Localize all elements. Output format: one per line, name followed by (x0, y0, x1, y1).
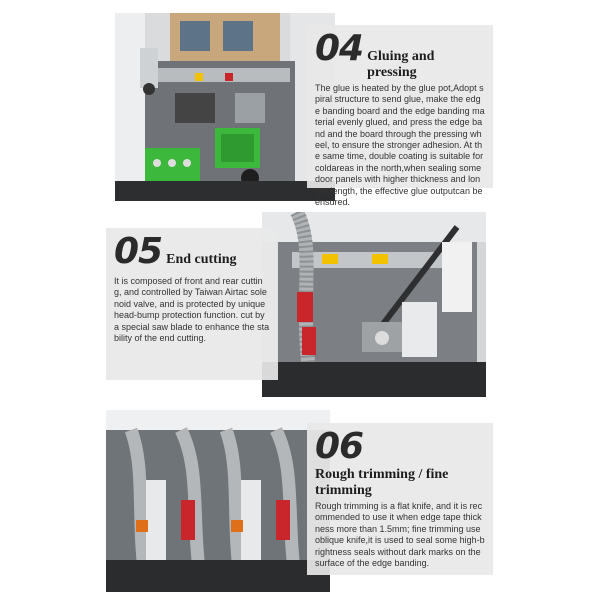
gluing-machine-photo (115, 13, 335, 201)
step-title-end-cutting: End cutting (166, 252, 237, 267)
end-cutting-info-panel (106, 228, 278, 380)
step-title-trimming: Rough trimming / fine trimming (315, 467, 449, 498)
trimming-info-panel (307, 423, 493, 575)
step-number-05: 05 (114, 231, 163, 272)
step-description-end-cutting: It is composed of front and rear cutting, and controlled by Taiwan Airtac solenoid valve, and is protected by unique head-bump protection function. cut by a special saw blade to enhance the stability of the end cutting. (114, 276, 270, 344)
step-description-trimming: Rough trimming is a flat knife, and it is recommended to use it when edge tape thickness more than 1.5mm; fine trimming use oblique knife,it is used to seal some high-brightness seals without dark marks on the surface of the edge banding. (315, 501, 485, 569)
step-title-gluing: Gluing and pressing (367, 49, 435, 80)
step-number-06: 06 (315, 426, 364, 467)
trimming-machine-photo (106, 410, 330, 592)
end-cutting-machine-photo (262, 212, 486, 397)
step-description-gluing: The glue is heated by the glue pot,Adopt spiral structure to send glue, make the edge banding board and the edge banding material evenly glued, and press the edge band and the board through the pressing wheel, to ensure the stronger adhesion. At the same time, double coating is suitable for coldareas in the north,when sealing some door panels with higher thickness and longer length, the effective glue outputcan be ensured. (315, 83, 485, 208)
gluing-info-panel (307, 25, 493, 208)
step-number-04: 04 (315, 28, 364, 69)
